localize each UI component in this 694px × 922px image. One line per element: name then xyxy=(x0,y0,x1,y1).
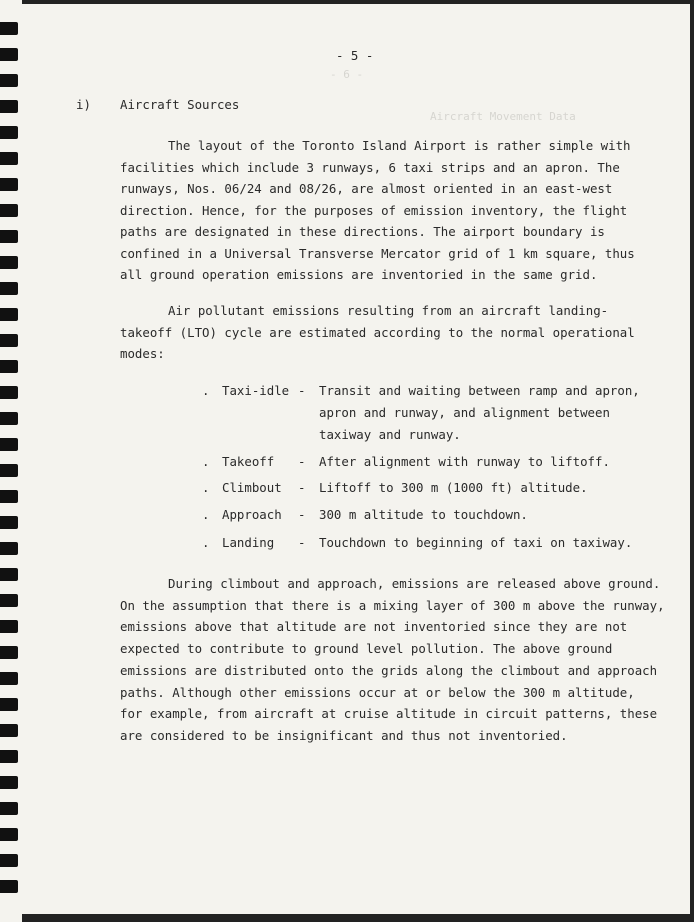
text-line: direction. Hence, for the purposes of emission inventory, the flight xyxy=(120,202,628,218)
section-heading: Aircraft Sources xyxy=(120,97,240,112)
text-line: During climbout and approach, emissions are released above ground. xyxy=(168,576,661,591)
mode-dash: - xyxy=(298,535,306,550)
binding-ring xyxy=(0,126,18,139)
binding-ring xyxy=(0,152,18,165)
binding-ring xyxy=(0,412,18,425)
text-line: are considered to be insignificant and thus not inventoried. xyxy=(120,727,568,743)
binding-ring xyxy=(0,672,18,685)
mode-name: Approach xyxy=(222,507,282,522)
binding-ring xyxy=(0,22,18,35)
mode-name: Takeoff xyxy=(222,454,275,469)
mode-description: 300 m altitude to touchdown. xyxy=(319,507,528,522)
mode-name: Landing xyxy=(222,535,275,550)
bleed-through-text: - 6 - xyxy=(330,68,364,81)
binding-ring xyxy=(0,568,18,581)
mode-description: Transit and waiting between ramp and apron, xyxy=(319,383,640,398)
mode-description: After alignment with runway to liftoff. xyxy=(319,454,610,469)
binding-ring xyxy=(0,828,18,841)
binding-ring xyxy=(0,308,18,321)
binding-ring xyxy=(0,256,18,269)
binding-ring xyxy=(0,74,18,87)
text-line: emissions above that altitude are not inventoried since they are not xyxy=(120,619,628,635)
mode-name: Climbout xyxy=(222,480,282,495)
binding-ring xyxy=(0,750,18,763)
mode-description: apron and runway, and alignment between xyxy=(319,405,610,420)
text-line: confined in a Universal Transverse Mercator grid of 1 km square, thus xyxy=(120,245,635,261)
section-marker: i) xyxy=(76,97,91,112)
mode-bullet: . xyxy=(202,507,210,522)
mode-dash: - xyxy=(298,383,306,398)
bleed-through-text: Aircraft Movement Data xyxy=(430,110,576,123)
page-bottom-edge xyxy=(0,914,694,922)
mode-dash: - xyxy=(298,507,306,522)
text-line: all ground operation emissions are inventoried in the same grid. xyxy=(120,267,598,282)
text-line: The layout of the Toronto Island Airport is rather simple with xyxy=(168,138,631,153)
binding-ring xyxy=(0,282,18,295)
text-line: facilities which include 3 runways, 6 taxi strips and an apron. The xyxy=(120,159,620,175)
binding-ring xyxy=(0,516,18,529)
binding-ring xyxy=(0,594,18,607)
binding-ring xyxy=(0,464,18,477)
page-number: - 5 - xyxy=(336,48,374,63)
mode-dash: - xyxy=(298,454,306,469)
binding-ring xyxy=(0,230,18,243)
binding-ring xyxy=(0,724,18,737)
mode-bullet: . xyxy=(202,454,210,469)
text-line: emissions are distributed onto the grids along the climbout and approach xyxy=(120,662,658,678)
page-right-edge xyxy=(690,0,694,922)
mode-bullet: . xyxy=(202,535,210,550)
mode-bullet: . xyxy=(202,383,210,398)
binding-ring xyxy=(0,204,18,217)
binding-ring xyxy=(0,802,18,815)
text-line: runways, Nos. 06/24 and 08/26, are almost oriented in an east-west xyxy=(120,181,613,196)
binding-ring xyxy=(0,48,18,61)
text-line: for example, from aircraft at cruise altitude in circuit patterns, these xyxy=(120,706,658,722)
binding-ring xyxy=(0,438,18,451)
mode-bullet: . xyxy=(202,480,210,495)
spiral-binding xyxy=(0,0,22,922)
binding-ring xyxy=(0,178,18,191)
text-line: modes: xyxy=(120,346,165,361)
text-line: On the assumption that there is a mixing layer of 300 m above the runway, xyxy=(120,597,665,613)
text-line: Air pollutant emissions resulting from an aircraft landing- xyxy=(168,303,609,318)
binding-ring xyxy=(0,490,18,503)
mode-dash: - xyxy=(298,480,306,495)
mode-description: Liftoff to 300 m (1000 ft) altitude. xyxy=(319,480,588,495)
binding-ring xyxy=(0,776,18,789)
page-top-edge xyxy=(0,0,694,4)
text-line: expected to contribute to ground level pollution. The above ground xyxy=(120,641,613,657)
binding-ring xyxy=(0,542,18,555)
text-line: takeoff (LTO) cycle are estimated according to the normal operational xyxy=(120,324,635,340)
binding-ring xyxy=(0,334,18,347)
mode-description: taxiway and runway. xyxy=(319,427,461,442)
binding-ring xyxy=(0,698,18,711)
mode-description: Touchdown to beginning of taxi on taxiway. xyxy=(319,535,633,550)
text-line: paths. Although other emissions occur at or below the 300 m altitude, xyxy=(120,684,635,700)
binding-ring xyxy=(0,620,18,633)
binding-ring xyxy=(0,386,18,399)
binding-ring xyxy=(0,880,18,893)
binding-ring xyxy=(0,360,18,373)
binding-ring xyxy=(0,646,18,659)
binding-ring xyxy=(0,854,18,867)
binding-ring xyxy=(0,100,18,113)
text-line: paths are designated in these directions. The airport boundary is xyxy=(120,224,605,239)
mode-name: Taxi-idle xyxy=(222,383,290,398)
